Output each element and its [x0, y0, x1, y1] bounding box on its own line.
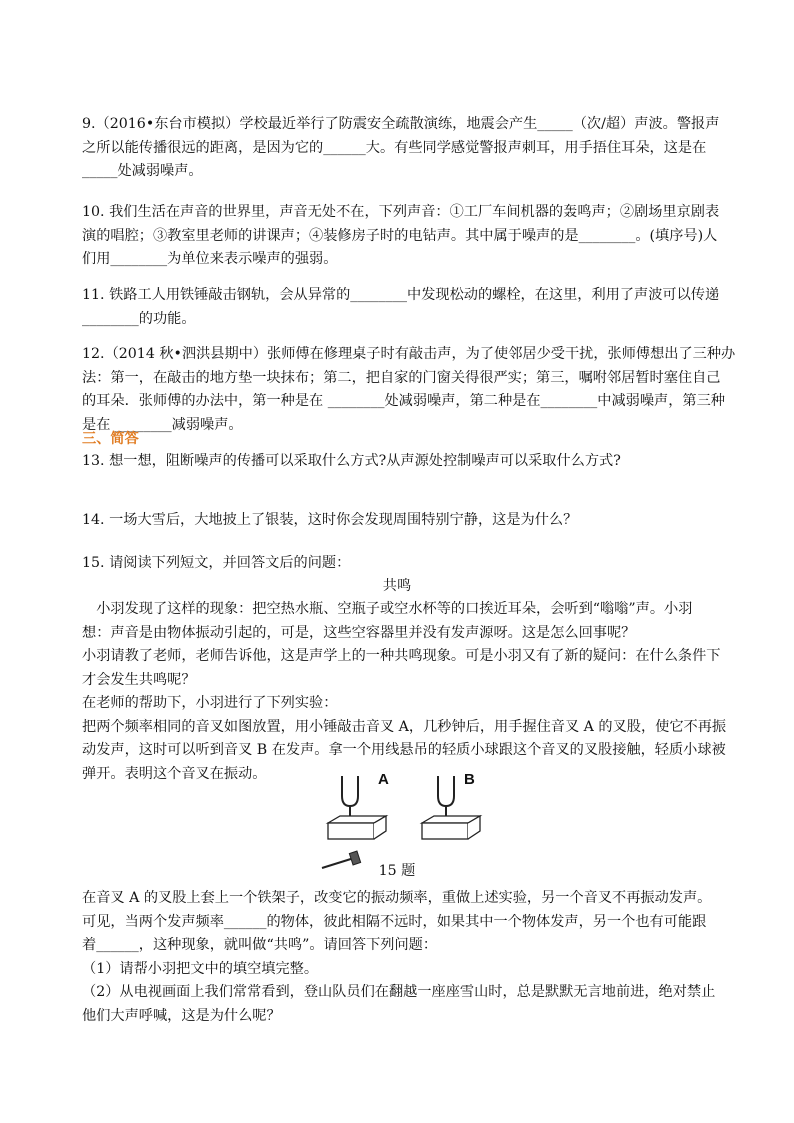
tuning-fork-diagram [318, 768, 488, 873]
article-title: 共鸣 [382, 578, 412, 594]
label-b: B [464, 771, 475, 788]
text-line: ________的功能。 [82, 310, 196, 327]
text-line: _____处减弱噪声。 [82, 163, 203, 179]
text-line: 着______，这种现象，就叫做“共鸣”。请回答下列问题： [82, 937, 438, 953]
text-line: 小羽发现了这样的现象：把空热水瓶、空瓶子或空水杯等的口挨近耳朵，会听到“嗡嗡”声。小羽 [82, 601, 693, 617]
resonance-box-b [422, 816, 480, 839]
text-line: 是在 ________减弱噪声。 [82, 416, 243, 433]
text-line: 12.（2014 秋•泗洪县期中）张师傅在修理桌子时有敲击声，为了使邻居少受干扰，张师傅想出了三种办 [82, 346, 736, 362]
text-line: 演的唱腔；③教室里老师的讲课声；④装修房子时的电钻声。其中属于噪声的是________。(填序号)人 [82, 227, 718, 244]
text-line: 们用________为单位来表示噪声的强弱。 [82, 251, 338, 267]
question-9 [82, 113, 720, 184]
tuning-fork-figure [318, 768, 488, 873]
passage-part-1 [82, 598, 727, 786]
text-line: 想：声音是由物体振动引起的，可是，这些空容器里并没有发声源呀。这是怎么回事呢？ [82, 624, 636, 641]
passage-part-2 [82, 887, 716, 1028]
text-line: 动发声，这时可以听到音叉 B 在发声。拿一个用线悬吊的轻质小球跟这个音叉的叉股接触，轻质小球被 [82, 742, 726, 758]
question-15-intro: 15. 请阅读下列短文，并回答文后的问题： [82, 555, 351, 571]
text-line: （2）从电视画面上我们常常看到，登山队员们在翻越一座座雪山时，总是默默无言地前进，绝对禁止 [82, 984, 716, 1000]
question-14: 14. 一场大雪后，大地披上了银装，这时你会发现周围特别宁静，这是为什么？ [82, 512, 578, 528]
text-line: 的耳朵．张师傅的办法中，第一种是在 ________处减弱噪声，第二种是在________中减弱噪声，第三种 [82, 393, 725, 409]
question-12 [82, 343, 736, 437]
text-line: 11. 铁路工人用铁锤敲击钢轨，会从异常的________中发现松动的螺栓，在这里，利用了声波可以传递 [82, 287, 720, 303]
text-line: 弹开。表明这个音叉在振动。 [82, 765, 267, 782]
text-line: 把两个频率相同的音叉如图放置，用小锤敲击音叉 A，几秒钟后，用手握住音叉 A 的叉股，使它不再振 [82, 718, 727, 735]
text-line: 在音叉 A 的叉股上套上一个铁架子，改变它的振动频率，重做上述实验，另一个音叉不再振动发声。 [82, 890, 712, 906]
text-line: （1）请帮小羽把文中的填空填完整。 [82, 960, 319, 977]
text-line: 9.（2016•东台市模拟）学校最近举行了防震安全疏散演练，地震会产生_____（次/超）声波。警报声 [82, 116, 720, 132]
tuning-fork-a [342, 776, 358, 818]
text-line: 之所以能传播很远的距离，是因为它的______大。有些同学感觉警报声刺耳，用手捂住耳朵，这是在 [82, 139, 707, 156]
label-a: A [378, 771, 389, 788]
resonance-box-a [328, 816, 386, 839]
text-line: 10. 我们生活在声音的世界里，声音无处不在，下列声音：①工厂车间机器的轰鸣声；②剧场里京剧表 [82, 204, 720, 220]
text-line: 法：第一，在敲击的地方垫一块抹布；第二，把自家的门窗关得很严实；第三，嘱咐邻居暂时塞住自己 [82, 369, 721, 386]
text-line: 可见，当两个发声频率______的物体，彼此相隔不远时，如果其中一个物体发声，另一个也有可能跟 [82, 913, 707, 930]
text-line: 小羽请教了老师，老师告诉他，这是声学上的一种共鸣现象。可是小羽又有了新的疑问：在什么条件下 [82, 648, 721, 664]
question-13: 13. 想一想，阻断噪声的传播可以采取什么方式?从声源处控制噪声可以采取什么方式? [82, 453, 621, 469]
section-heading: 三、简答 [82, 431, 139, 447]
question-11 [82, 284, 720, 331]
tuning-fork-b [438, 776, 454, 818]
text-line: 他们大声呼喊，这是为什么呢？ [82, 1007, 281, 1024]
text-line: 才会发生共鸣呢？ [82, 671, 196, 688]
figure-caption: 15 题 [378, 863, 416, 879]
text-line: 在老师的帮助下，小羽进行了下列实验： [82, 695, 338, 711]
question-10 [82, 201, 720, 272]
